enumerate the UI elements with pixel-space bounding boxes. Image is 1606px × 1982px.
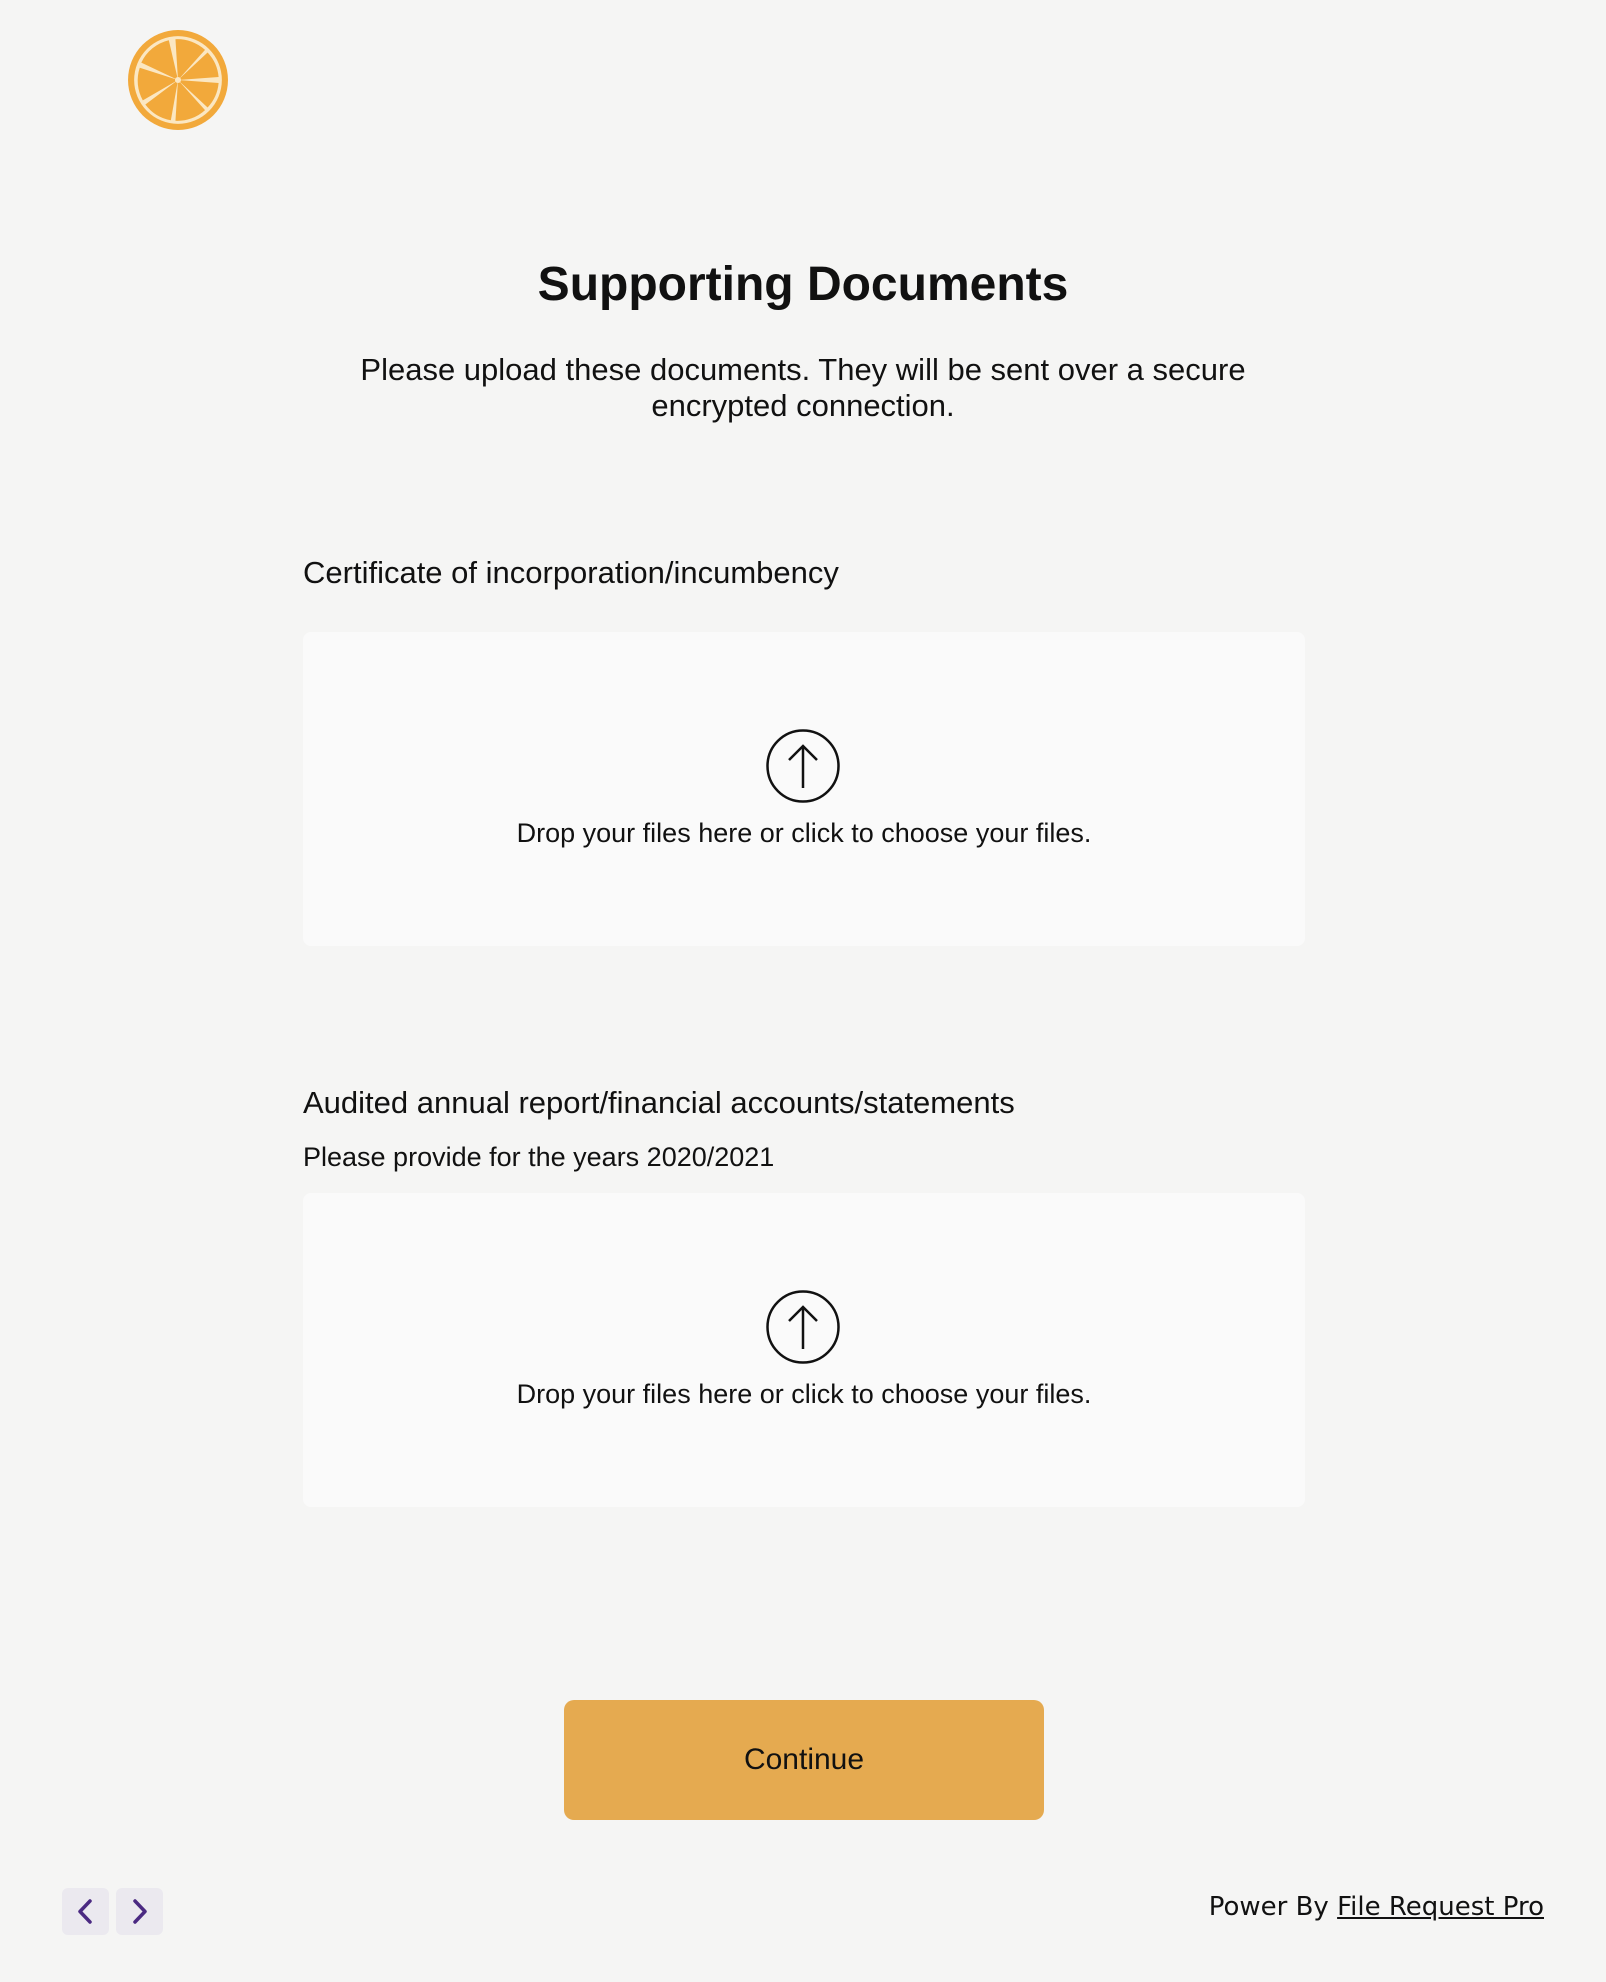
upload-section-title: Certificate of incorporation/incumbency <box>303 555 839 590</box>
continue-button[interactable]: Continue <box>564 1700 1044 1820</box>
dropzone-text: Drop your files here or click to choose your files. <box>516 1379 1092 1409</box>
next-button[interactable] <box>116 1888 163 1935</box>
file-dropzone[interactable] <box>303 632 1305 946</box>
upload-section-title: Audited annual report/financial accounts/statements <box>303 1085 1015 1120</box>
dropzone-text: Drop your files here or click to choose your files. <box>516 818 1092 848</box>
chevron-left-icon <box>62 1888 109 1935</box>
previous-button[interactable] <box>62 1888 109 1935</box>
powered-by-footer <box>1209 1887 1544 1927</box>
orange-slice-logo <box>127 29 229 131</box>
chevron-right-icon <box>116 1888 163 1935</box>
upload-section-note: Please provide for the years 2020/2021 <box>303 1142 775 1172</box>
upload-arrow-icon <box>765 1289 841 1365</box>
file-request-pro-link[interactable]: File Request Pro <box>1337 1892 1544 1922</box>
file-dropzone[interactable] <box>303 1193 1305 1507</box>
page-subtitle: Please upload these documents. They will be sent over a secure encrypted connection. <box>360 352 1246 423</box>
page-title: Supporting Documents <box>537 258 1069 311</box>
upload-arrow-icon <box>765 728 841 804</box>
powered-by-label: Power By <box>1208 1892 1329 1922</box>
